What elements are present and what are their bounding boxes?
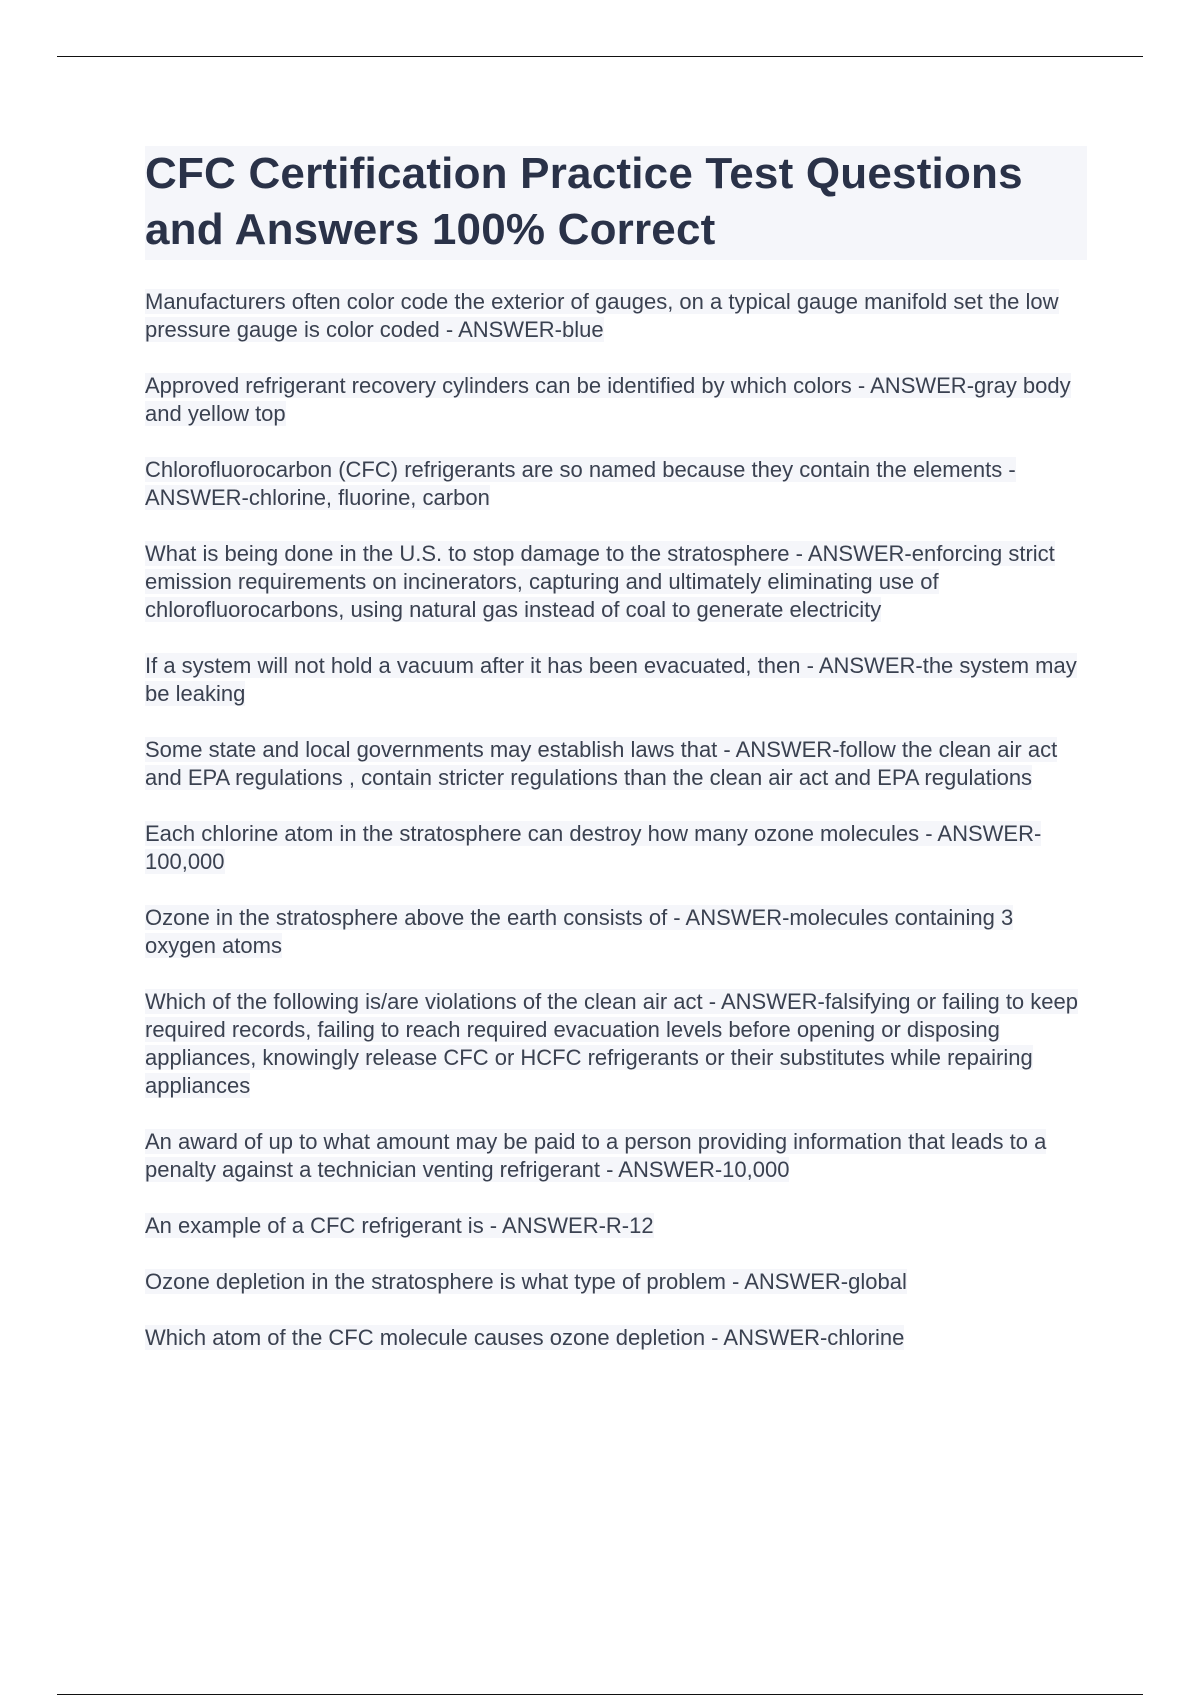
qa-text: Approved refrigerant recovery cylinders can be identified by which colors - ANSWER-gray body and yellow top [145,373,1071,426]
qa-item [145,736,1087,792]
qa-item [145,1268,1087,1296]
qa-list [145,288,1087,1352]
qa-item [145,904,1087,960]
qa-text: What is being done in the U.S. to stop damage to the stratosphere - ANSWER-enforcing strict emission requirements on incinerators, capturing and ultimately eliminating use of chlorofluorocarbons, using natural gas instead of coal to generate electricity [145,541,1055,622]
qa-item [145,372,1087,428]
qa-text: Which atom of the CFC molecule causes ozone depletion - ANSWER-chlorine [145,1325,905,1350]
qa-item [145,288,1087,344]
bottom-rule [57,1694,1143,1695]
qa-text: Some state and local governments may establish laws that - ANSWER-follow the clean air act and EPA regulations , contain stricter regulations than the clean air act and EPA regulations [145,737,1058,790]
qa-text: An award of up to what amount may be paid to a person providing information that leads to a penalty against a technician venting refrigerant - ANSWER-10,000 [145,1129,1047,1182]
top-rule [57,56,1143,57]
document-body [145,146,1087,1380]
qa-item [145,1212,1087,1240]
qa-item [145,1128,1087,1184]
title-block [145,146,1087,260]
page-title: CFC Certification Practice Test Questions and Answers 100% Correct [145,149,1023,254]
qa-text: Ozone depletion in the stratosphere is what type of problem - ANSWER-global [145,1269,907,1294]
qa-text: An example of a CFC refrigerant is - ANSWER-R-12 [145,1213,654,1238]
qa-text: Ozone in the stratosphere above the earth consists of - ANSWER-molecules containing 3 oxygen atoms [145,905,1014,958]
qa-text: Each chlorine atom in the stratosphere can destroy how many ozone molecules - ANSWER-100,000 [145,821,1042,874]
qa-item [145,652,1087,708]
qa-text: Chlorofluorocarbon (CFC) refrigerants are so named because they contain the elements - ANSWER-chlorine, fluorine, carbon [145,457,1016,510]
qa-item [145,988,1087,1100]
qa-item [145,820,1087,876]
qa-text: Manufacturers often color code the exterior of gauges, on a typical gauge manifold set the low pressure gauge is color coded - ANSWER-blue [145,289,1059,342]
qa-text: If a system will not hold a vacuum after it has been evacuated, then - ANSWER-the system may be leaking [145,653,1077,706]
qa-item [145,456,1087,512]
qa-item [145,1324,1087,1352]
qa-item [145,540,1087,624]
qa-text: Which of the following is/are violations of the clean air act - ANSWER-falsifying or failing to keep required records, failing to reach required evacuation levels before opening or disposing appliances, knowingly release CFC or HCFC refrigerants or their substitutes while repairing appliances [145,989,1078,1098]
